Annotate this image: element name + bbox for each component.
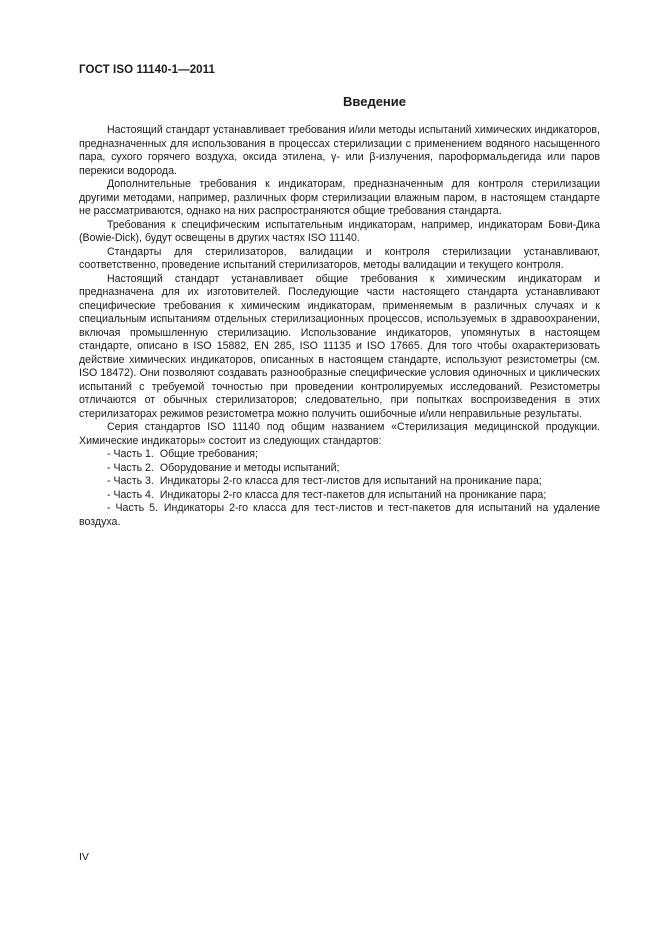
paragraph: Настоящий стандарт устанавливает требования и/или методы испытаний химических индикаторов, предназначенных для использования в процессах стерилизации с применением водяного насыщенного пара, сухого горячего воздуха, оксида этилена, γ- или β-излучения, пароформальдегида или паров перекиси водорода. bbox=[79, 124, 600, 177]
part-number: - Часть 5. bbox=[107, 502, 158, 514]
standard-parts-list bbox=[79, 448, 600, 529]
part-number: - Часть 3. bbox=[107, 475, 154, 487]
section-title: Введение bbox=[343, 94, 406, 109]
document-code-header: ГОСТ ISO 11140-1—2011 bbox=[79, 64, 216, 76]
part-description: Индикаторы 2-го класса для тест-листов и тест-пакетов для испытаний на удаление воздуха. bbox=[79, 502, 600, 528]
part-number: - Часть 4. bbox=[107, 488, 154, 501]
part-description: Общие требования; bbox=[159, 448, 258, 460]
paragraph: Стандарты для стерилизаторов, валидации и контроля стерилизации устанавливают, соответственно, проведение испытаний стерилизаторов, методы валидации и текущего контроля. bbox=[79, 245, 600, 271]
list-item bbox=[79, 502, 600, 529]
part-number: - Часть 1. bbox=[107, 448, 154, 460]
list-item bbox=[79, 475, 600, 489]
page-number: IV bbox=[79, 851, 89, 863]
list-item bbox=[79, 489, 600, 503]
paragraph: Требования к специфическим испытательным индикаторам, например, индикаторам Бови-Дика (Bowie-Dick), будут освещены в других частях ISO 11140. bbox=[79, 218, 600, 244]
list-item bbox=[79, 462, 600, 476]
paragraph: Серия стандартов ISO 11140 под общим названием «Стерилизация медицинской продукции. Химические индикаторы» состоит из следующих стандартов: bbox=[79, 421, 600, 447]
part-description: Оборудование и методы испытаний; bbox=[159, 461, 340, 474]
part-description: Индикаторы 2-го класса для тест-пакетов для испытаний на проникание пара; bbox=[159, 488, 547, 501]
introduction-body bbox=[79, 124, 600, 529]
paragraph: Настоящий стандарт устанавливает общие требования к химическим индикаторам и предназначена для их изготовителей. Последующие части настоящего стандарта устанавливают специфические требования к химическим индикаторам, применяемым в различных случаях и к специальным испытаниям отдельных стерилизационных процессов, используемых в здравоохранении, включая промышленную стерилизацию. Использование индикаторов, упомянутых в настоящем стандарте, описано в ISO 15882, EN 285, ISO 11135 и ISO 17665. Для того чтобы охарактеризовать действие химических индикаторов, описанных в настоящем стандарте, используют резистометры (см. ISO 18472). Они позволяют создавать разнообразные специфические условия одиночных и циклических испытаний с требуемой точностью при проведении контролируемых исследований. Резистометры отличаются от обычных стерилизаторов; следовательно, при попытках воспроизведения в этих стерилизаторах режимов резистометра можно получить ошибочные и/или неправильные результаты. bbox=[79, 272, 600, 420]
paragraph: Дополнительные требования к индикаторам, предназначенным для контроля стерилизации другими методами, например, различных форм стерилизации влажным паром, в настоящем стандарте не рассматриваются, однако на них распространяются общие требования стандарта. bbox=[79, 178, 600, 217]
list-item bbox=[79, 448, 600, 462]
part-description: Индикаторы 2-го класса для тест-листов для испытаний на проникание пара; bbox=[159, 475, 542, 487]
part-number: - Часть 2. bbox=[107, 461, 154, 474]
